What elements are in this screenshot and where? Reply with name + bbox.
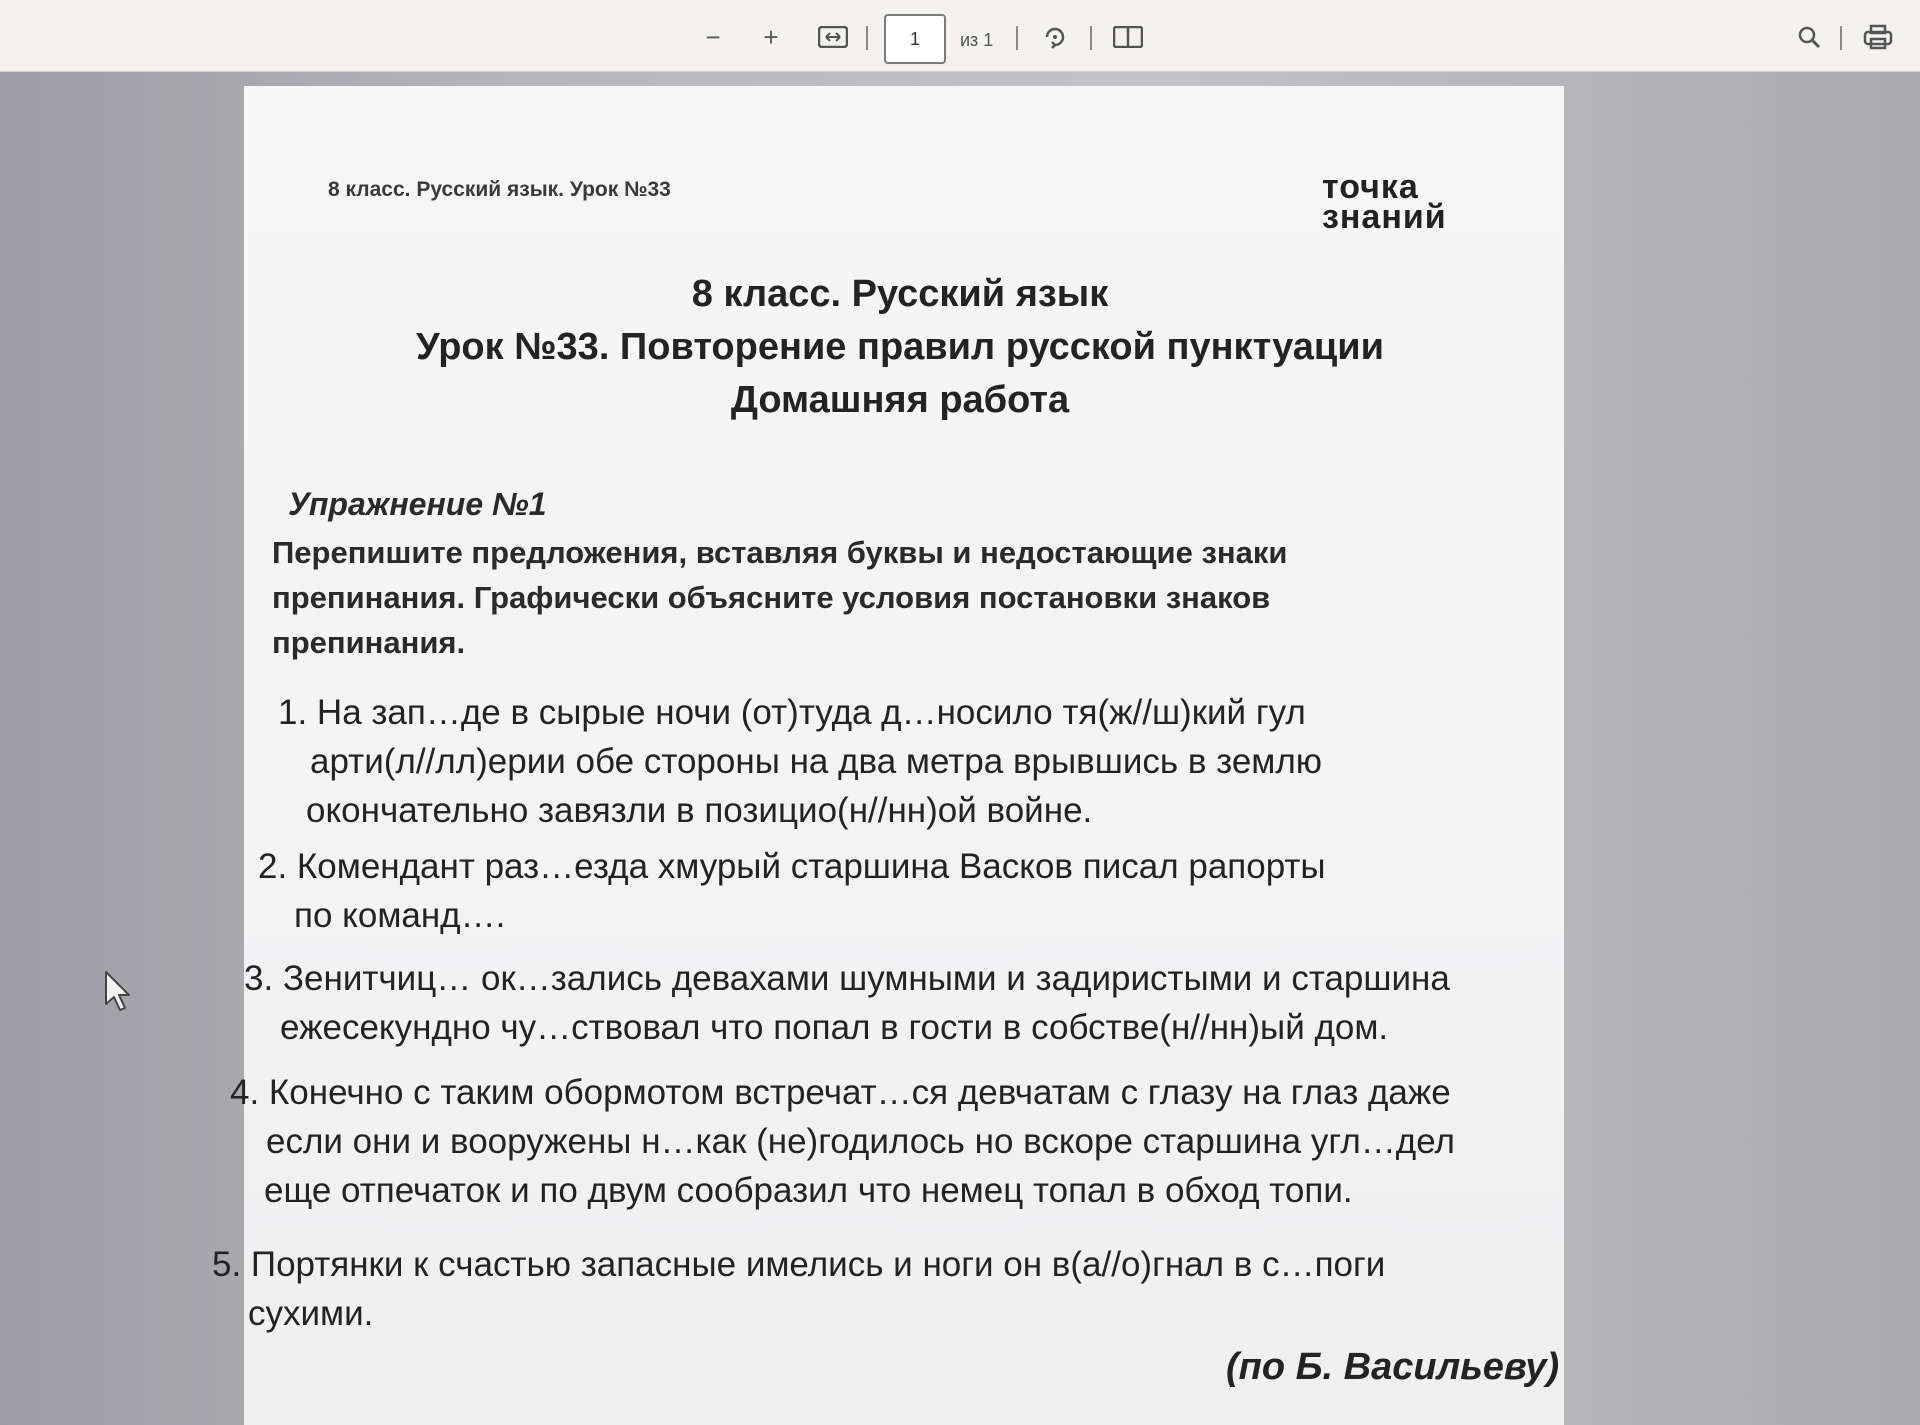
list-item-line: если они и вооружены н…как (не)годилось но вскоре старшина угл…дел (266, 1122, 1455, 1161)
list-item-line: 5. Портянки к счастью запасные имелись и ноги он в(а//о)гнал в с…поги (212, 1245, 1386, 1284)
list-item (212, 1240, 1385, 1338)
toolbar-divider (866, 26, 868, 50)
lesson-title: Урок №33. Повторение правил русской пунктуации (416, 326, 1384, 368)
exercise-title: Упражнение №1 (288, 486, 547, 522)
toolbar-divider (1090, 26, 1092, 50)
zoom-out-button[interactable]: − (705, 21, 721, 52)
search-icon[interactable] (1794, 20, 1824, 54)
list-item-line: 2. Комендант раз…езда хмурый старшина Васков писал рапорты (258, 847, 1326, 886)
list-item-line: сухими. (248, 1294, 374, 1333)
zoom-in-button[interactable]: + (763, 21, 779, 52)
page-number-input[interactable]: 1 (884, 14, 946, 64)
logo-line-2: знаний (1322, 198, 1447, 236)
toolbar-divider (1016, 26, 1018, 50)
print-icon[interactable] (1862, 20, 1894, 54)
list-item-line: ежесекундно чу…ствовал что попал в гости в собстве(н//нн)ый дом. (280, 1008, 1389, 1047)
pdf-toolbar (0, 0, 1920, 72)
list-item (258, 842, 1326, 940)
toolbar-divider (1840, 26, 1842, 50)
two-page-icon[interactable] (1112, 20, 1144, 54)
list-item-line: 3. Зенитчиц… ок…зались девахами шумными и задиристыми и старшина (244, 959, 1450, 998)
list-item-line: 4. Конечно с таким обормотом встречат…ся девчатам с глазу на глаз даже (230, 1073, 1451, 1112)
exercise-task: Перепишите предложения, вставляя буквы и недостающие знаки препинания. Графически объясните условия постановки знаков препинания. (272, 535, 1288, 660)
tochka-znaniy-logo (1322, 168, 1462, 236)
title-block (300, 268, 1500, 427)
list-item (278, 688, 1322, 835)
list-item-line: по команд…. (294, 896, 506, 935)
list-item (230, 1068, 1455, 1215)
mouse-pointer-icon (104, 970, 132, 1019)
logo-line-1: точка (1322, 168, 1419, 206)
page-total-label: из 1 (960, 30, 994, 50)
homework-title: Домашняя работа (730, 379, 1070, 421)
page-title: 8 класс. Русский язык (691, 273, 1109, 315)
list-item-line: еще отпечаток и по двум сообразил что немец топал в обход топи. (264, 1171, 1353, 1210)
document-header: 8 класс. Русский язык. Урок №33 (328, 178, 671, 201)
list-item-line: 1. На зап…де в сырые ночи (от)туда д…носило тя(ж//ш)кий гул (278, 693, 1306, 732)
list-item-line: окончательно завязли в позицио(н//нн)ой войне. (306, 791, 1093, 830)
list-item-line: арти(л//лл)ерии обе стороны на два метра врывшись в землю (310, 742, 1323, 781)
source-attribution: (по Б. Васильеву) (1226, 1346, 1560, 1388)
fit-width-icon[interactable] (816, 20, 850, 54)
rotate-icon[interactable] (1040, 20, 1070, 54)
list-item (244, 954, 1450, 1052)
